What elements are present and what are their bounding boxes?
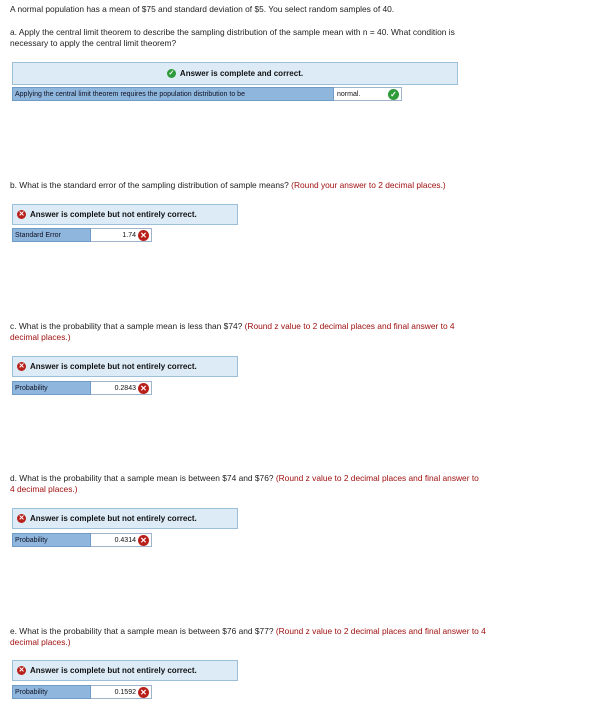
part-d-hint-line2: 4 decimal places.) [10,484,78,494]
part-e-answer-label: Probability [12,685,91,699]
part-b-answer-value: 1.74 [122,231,136,239]
part-c-question: c. What is the probability that a sample mean is less than $74? [10,321,243,331]
part-c-result-banner [12,356,238,377]
x-icon: ✕ [18,667,25,674]
part-b-hint: (Round your answer to 2 decimal places.) [291,180,446,190]
x-icon: ✕ [138,383,149,394]
part-e-answer-row [12,685,152,699]
part-c-question-line1 [10,321,455,332]
part-e-banner-text: Answer is complete but not entirely correct. [30,666,197,675]
part-b-question-line [10,180,446,191]
part-c-answer-value: 0.2843 [114,384,136,392]
part-d-hint-line1: (Round z value to 2 decimal places and final answer to [275,473,479,483]
part-d-result-banner [12,508,238,529]
part-a-question-line1: a. Apply the central limit theorem to describe the sampling distribution of the sample mean with n = 40. What condition is [10,27,455,37]
part-c-answer-field[interactable] [91,381,152,395]
part-e-answer-value: 0.1592 [114,688,136,696]
part-d-answer-value: 0.4314 [114,536,136,544]
check-icon: ✓ [388,89,399,100]
part-c-answer-label: Probability [12,381,91,395]
check-icon: ✓ [168,70,175,77]
part-d-question: d. What is the probability that a sample mean is between $74 and $76? [10,473,274,483]
part-b-answer-row [12,228,152,242]
x-icon: ✕ [138,687,149,698]
part-b-answer-label: Standard Error [12,228,91,242]
part-d-answer-field[interactable] [91,533,152,547]
part-b-question: b. What is the standard error of the sampling distribution of sample means? [10,180,289,190]
part-b-banner-text: Answer is complete but not entirely correct. [30,210,197,219]
part-e-hint-line2: decimal places.) [10,637,71,647]
part-a-question-line2: necessary to apply the central limit theorem? [10,38,177,48]
x-icon: ✕ [138,230,149,241]
x-icon: ✕ [138,535,149,546]
part-c-answer-row [12,381,152,395]
part-c-hint-line2: decimal places.) [10,332,71,342]
part-d-answer-label: Probability [12,533,91,547]
part-d-question-line1 [10,473,479,484]
x-icon: ✕ [18,211,25,218]
part-e-hint-line1: (Round z value to 2 decimal places and final answer to 4 [275,626,486,636]
part-a-answer-value: normal. [337,90,361,98]
part-e-answer-field[interactable] [91,685,152,699]
part-e-question-line1 [10,626,486,637]
part-a-answer-field[interactable] [334,87,402,101]
part-b-result-banner [12,204,238,225]
part-c-hint-line1: (Round z value to 2 decimal places and final answer to 4 [244,321,455,331]
part-a-answer-row [12,87,402,101]
problem-intro: A normal population has a mean of $75 and standard deviation of $5. You select random samples of 40. [10,4,395,14]
part-d-answer-row [12,533,152,547]
part-a-result-banner [12,62,458,85]
part-e-result-banner [12,660,238,681]
part-e-question: e. What is the probability that a sample mean is between $76 and $77? [10,626,274,636]
x-icon: ✕ [18,363,25,370]
part-d-banner-text: Answer is complete but not entirely correct. [30,514,197,523]
part-a-banner-text: Answer is complete and correct. [179,69,304,78]
part-b-answer-field[interactable] [91,228,152,242]
part-c-banner-text: Answer is complete but not entirely correct. [30,362,197,371]
x-icon: ✕ [18,515,25,522]
part-a-answer-label: Applying the central limit theorem requires the population distribution to be [12,87,334,101]
